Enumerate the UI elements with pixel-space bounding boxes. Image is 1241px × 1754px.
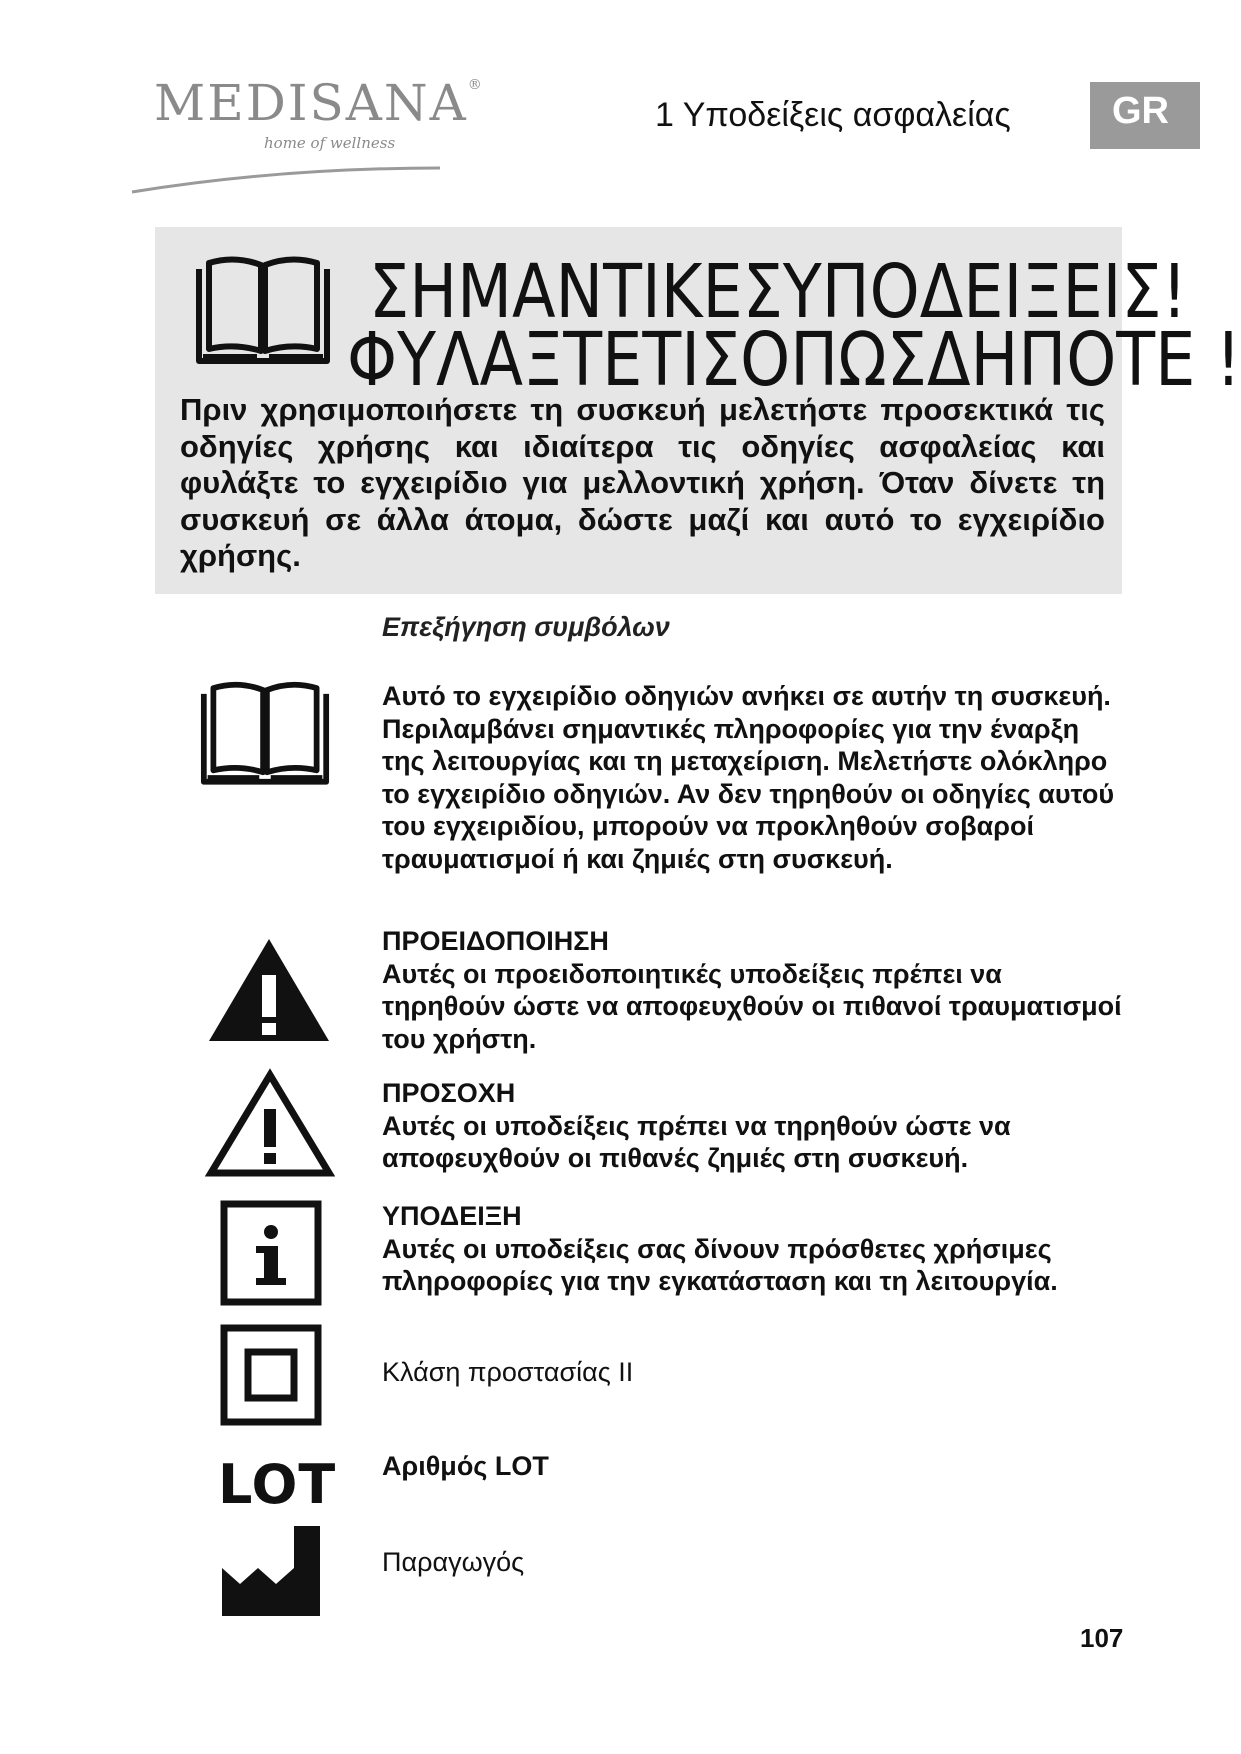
legend-item-manual — [382, 680, 1122, 875]
manufacturer-description: Παραγωγός — [382, 1547, 525, 1577]
manual-description: Αυτό το εγχειρίδιο οδηγιών ανήκει σε αυτήν τη συσκευή. Περιλαμβάνει σημαντικές πληροφορίες για την έναρξη της λειτουργίας και τη μεταχείριση. Μελετήστε ολόκληρο το εγχειρίδιο οδηγιών. Αν δεν τηρηθούν οι οδηγίες αυτού του εγχειριδίου, μπορούν να προκληθούν σοβαροί τραυματισμοί ή και ζημιές στη συσκευή. — [382, 681, 1115, 874]
protection-class-ii-icon — [220, 1324, 322, 1426]
manufacturer-factory-icon — [220, 1522, 322, 1618]
brand-name: MEDISANA® — [154, 74, 482, 132]
logo-swoosh-icon — [130, 140, 450, 200]
important-notice-box — [155, 227, 1241, 594]
lot-description: Αριθμός LOT — [382, 1451, 549, 1481]
legend-item-caution — [382, 1077, 1122, 1175]
page-number: 107 — [1080, 1623, 1124, 1653]
info-title: ΥΠΟΔΕΙΞΗ — [382, 1201, 522, 1231]
legend-item-manufacturer — [382, 1546, 1122, 1579]
legend-item-warning — [382, 925, 1122, 1055]
warning-title: ΠΡΟΕΙΔΟΠΟΙΗΣΗ — [382, 926, 609, 956]
notice-headline-line2: ΦΥΛΑΞΤΕΤΙΣΟΠΩΣΔΗΠΟΤΕ ! — [347, 317, 1241, 403]
caution-description: Αυτές οι υποδείξεις πρέπει να τηρηθούν ώστε να αποφευχθούν οι πιθανές ζημιές στη συσκευή. — [382, 1110, 1011, 1173]
protection-class-description: Κλάση προστασίας II — [382, 1357, 634, 1387]
brand-logo — [130, 74, 482, 198]
section-title: 1 Υποδείξεις ασφαλείας — [655, 96, 1011, 134]
open-book-icon — [195, 253, 331, 369]
registered-mark: ® — [467, 77, 482, 93]
brand-tagline: home of wellness — [264, 134, 396, 152]
caution-title: ΠΡΟΣΟΧΗ — [382, 1078, 516, 1108]
notice-headline-line1: ΣΗΜΑΝΤΙΚΕΣΥΠΟΔΕΙΞΕΙΣ! — [369, 249, 1188, 335]
lot-icon: LOT — [218, 1453, 337, 1516]
warning-description: Αυτές οι προειδοποιητικές υποδείξεις πρέπει να τηρηθούν ώστε να αποφευχθούν οι πιθανοί τραυματισμοί του χρήστη. — [382, 958, 1122, 1054]
legend-item-lot — [382, 1450, 1122, 1483]
caution-triangle-outline-icon — [205, 1067, 335, 1179]
symbols-legend-heading: Επεξήγηση συμβόλων — [382, 612, 670, 642]
notice-body: Πριν χρησιμοποιήσετε τη συσκευή μελετήστε προσεκτικά τις οδηγίες χρήσης και ιδιαίτερα τις οδηγίες ασφαλείας και φυλάξτε το εγχειρίδιο για μελλοντική χρήση. Όταν δίνετε τη συσκευή σε άλλα άτομα, δώστε μαζί και αυτό το εγχειρίδιο χρήσης. — [180, 392, 1105, 573]
open-book-icon — [200, 672, 330, 796]
legend-item-info — [382, 1200, 1122, 1298]
legend-item-protection-class — [382, 1356, 1122, 1389]
language-badge: GR — [1090, 82, 1200, 149]
warning-triangle-filled-icon — [205, 935, 333, 1045]
info-description: Αυτές οι υποδείξεις σας δίνουν πρόσθετες χρήσιμες πληροφορίες για την εγκατάσταση και τη λειτουργία. — [382, 1233, 1058, 1296]
info-icon — [220, 1200, 322, 1306]
